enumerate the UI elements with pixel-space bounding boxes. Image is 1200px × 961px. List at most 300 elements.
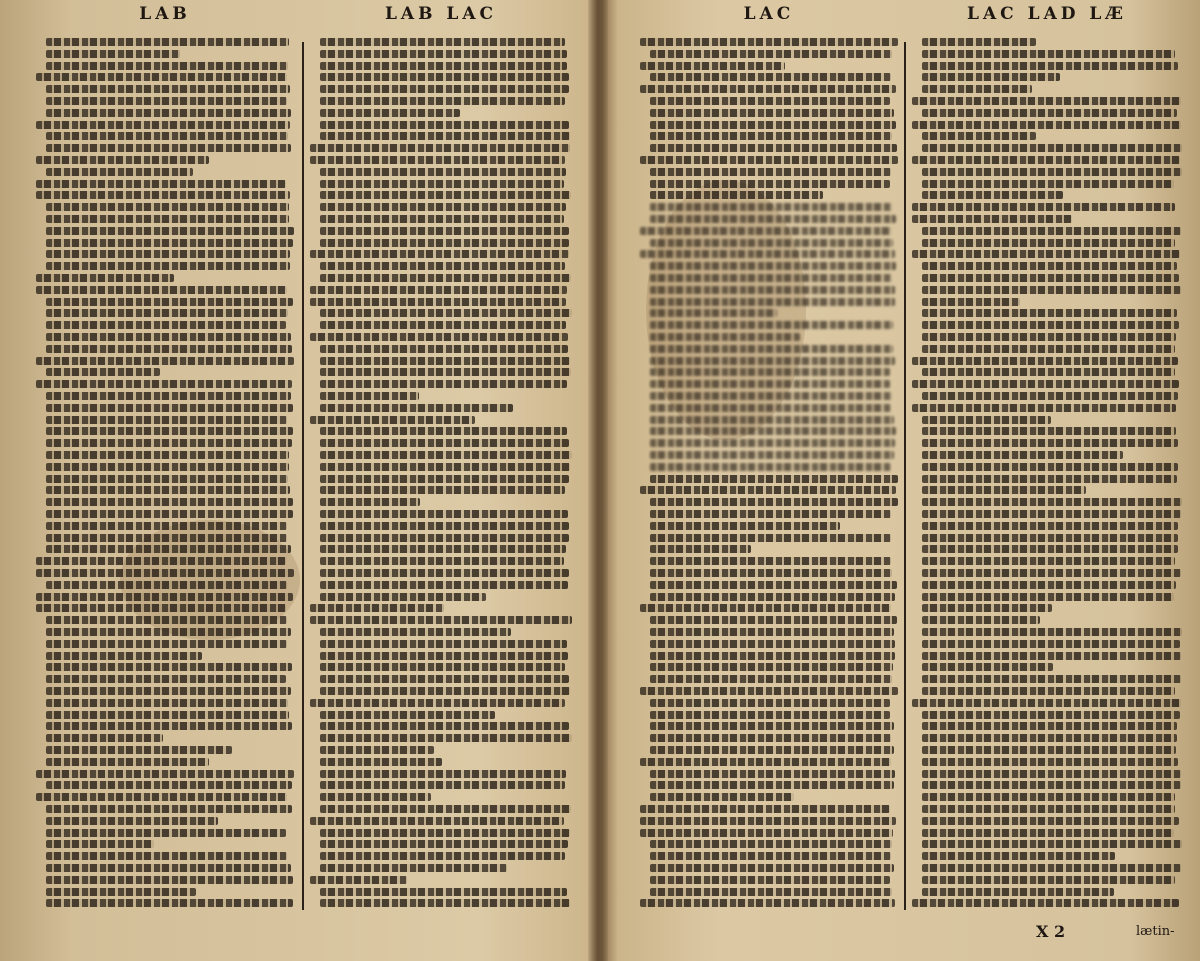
text-line (46, 510, 293, 518)
text-line (650, 321, 893, 329)
text-line (320, 321, 566, 329)
text-line (922, 109, 1177, 117)
text-line (320, 392, 419, 400)
text-line (912, 121, 1181, 129)
text-line (640, 899, 895, 907)
text-line (46, 404, 293, 412)
text-line (922, 557, 1175, 565)
text-line (46, 262, 290, 270)
text-line (912, 203, 1175, 211)
text-line (320, 357, 570, 365)
text-line (46, 899, 293, 907)
text-line (650, 404, 891, 412)
text-line (922, 829, 1174, 837)
text-line (922, 486, 1086, 494)
text-line (912, 404, 1176, 412)
text-line (320, 203, 566, 211)
text-line (922, 864, 1181, 872)
text-line (320, 852, 565, 860)
text-line (320, 545, 566, 553)
text-line (320, 722, 569, 730)
text-line (46, 333, 291, 341)
left-column-2 (310, 4, 572, 913)
text-line (922, 569, 1181, 577)
text-line (922, 581, 1176, 589)
catchword: lætin- (1136, 924, 1175, 939)
text-line (320, 180, 564, 188)
right-page (606, 0, 1200, 961)
text-line (320, 262, 565, 270)
text-line (922, 180, 1174, 188)
text-line (922, 770, 1181, 778)
text-line (922, 416, 1051, 424)
text-line (46, 239, 293, 247)
text-line (922, 498, 1182, 506)
text-line (922, 687, 1175, 695)
text-line (650, 463, 891, 471)
text-line (310, 298, 566, 306)
text-line (922, 522, 1178, 530)
text-line (650, 793, 794, 801)
text-line (922, 663, 1053, 671)
text-line (912, 899, 1179, 907)
text-line (922, 805, 1175, 813)
text-line (320, 73, 569, 81)
text-line (46, 876, 293, 884)
text-line (650, 298, 895, 306)
text-line (36, 180, 286, 188)
text-line (650, 274, 892, 282)
text-line (36, 156, 209, 164)
text-line (640, 156, 898, 164)
text-line (922, 852, 1115, 860)
text-line (320, 498, 420, 506)
text-line (650, 368, 890, 376)
text-line (650, 439, 895, 447)
text-line (650, 581, 897, 589)
text-line (650, 569, 892, 577)
text-line (320, 770, 566, 778)
running-head: LAC LAD LÆ (967, 4, 1127, 24)
text-line (320, 628, 511, 636)
text-line (320, 888, 567, 896)
text-line (320, 711, 495, 719)
column-text-block (640, 38, 898, 913)
text-line (650, 309, 777, 317)
text-line (650, 722, 894, 730)
text-line (46, 522, 287, 530)
running-head: LAB LAC (384, 4, 498, 24)
text-line (650, 215, 896, 223)
text-line (912, 156, 1180, 164)
text-line (650, 416, 894, 424)
text-line (922, 50, 1175, 58)
text-line (46, 486, 290, 494)
text-line (640, 687, 898, 695)
text-line (922, 888, 1114, 896)
left-column-1 (36, 4, 294, 913)
text-line (640, 486, 896, 494)
text-line (310, 604, 444, 612)
text-line (650, 888, 892, 896)
text-line (320, 380, 567, 388)
text-line (640, 38, 898, 46)
text-line (922, 239, 1175, 247)
text-line (650, 333, 800, 341)
text-line (922, 168, 1182, 176)
text-line (36, 569, 294, 577)
text-line (46, 451, 289, 459)
text-line (46, 864, 291, 872)
text-line (922, 876, 1175, 884)
text-line (650, 616, 897, 624)
text-line (922, 817, 1179, 825)
text-line (36, 73, 287, 81)
text-line (320, 132, 570, 140)
signature-mark: X 2 (1036, 922, 1066, 941)
text-line (650, 380, 890, 388)
text-line (922, 144, 1182, 152)
text-line (922, 368, 1175, 376)
text-line (922, 451, 1123, 459)
text-line (46, 427, 293, 435)
text-line (922, 545, 1178, 553)
text-line (922, 793, 1175, 801)
left-page (0, 0, 590, 961)
text-line (310, 286, 567, 294)
text-line (320, 687, 570, 695)
text-line (922, 439, 1178, 447)
text-line (650, 711, 890, 719)
text-line (46, 368, 160, 376)
text-line (640, 829, 893, 837)
text-line (650, 498, 898, 506)
text-line (46, 888, 196, 896)
text-line (650, 180, 890, 188)
text-line (922, 274, 1179, 282)
text-line (320, 451, 572, 459)
text-line (650, 510, 891, 518)
text-line (650, 144, 897, 152)
text-line (922, 593, 1174, 601)
text-line (650, 345, 893, 353)
text-line (912, 357, 1178, 365)
text-line (320, 829, 570, 837)
text-line (922, 392, 1178, 400)
text-line (922, 758, 1178, 766)
text-line (46, 392, 291, 400)
text-line (46, 675, 286, 683)
text-line (46, 38, 289, 46)
text-line (46, 781, 292, 789)
text-line (640, 805, 890, 813)
text-line (320, 368, 571, 376)
text-line (46, 734, 163, 742)
text-line (320, 864, 507, 872)
text-line (922, 427, 1176, 435)
text-line (650, 121, 896, 129)
text-line (650, 746, 894, 754)
text-line (320, 463, 570, 471)
text-line (320, 569, 569, 577)
text-line (310, 333, 568, 341)
text-line (320, 746, 434, 754)
column-text-block (912, 38, 1182, 913)
text-line (922, 345, 1175, 353)
text-line (46, 817, 218, 825)
text-line (640, 604, 891, 612)
text-line (320, 840, 568, 848)
text-line (46, 652, 202, 660)
text-line (320, 85, 569, 93)
text-line (310, 416, 475, 424)
text-line (320, 675, 569, 683)
text-line (650, 239, 893, 247)
text-line (320, 227, 569, 235)
text-line (922, 628, 1182, 636)
text-line (320, 274, 571, 282)
text-line (922, 62, 1178, 70)
text-line (46, 711, 289, 719)
text-line (36, 274, 174, 282)
text-line (46, 581, 287, 589)
text-line (650, 840, 892, 848)
text-line (922, 321, 1179, 329)
text-line (922, 333, 1176, 341)
text-line (46, 534, 287, 542)
text-line (650, 97, 890, 105)
text-line (650, 73, 891, 81)
text-line (650, 876, 890, 884)
text-line (922, 85, 1032, 93)
text-line (46, 722, 292, 730)
text-line (320, 345, 568, 353)
text-line (922, 463, 1178, 471)
text-line (46, 416, 287, 424)
text-line (650, 770, 895, 778)
text-line (320, 581, 568, 589)
text-line (922, 722, 1177, 730)
text-line (650, 864, 894, 872)
text-line (320, 899, 570, 907)
text-line (320, 781, 565, 789)
text-line (46, 687, 291, 695)
text-line (650, 132, 892, 140)
text-line (46, 109, 291, 117)
text-line (650, 734, 891, 742)
text-line (46, 840, 154, 848)
text-line (650, 203, 892, 211)
text-line (320, 239, 569, 247)
text-line (36, 793, 287, 801)
text-line (922, 616, 1040, 624)
text-line (320, 534, 569, 542)
text-line (650, 557, 891, 565)
text-line (36, 380, 292, 388)
text-line (310, 616, 572, 624)
text-line (36, 191, 290, 199)
text-line (650, 427, 896, 435)
text-line (640, 62, 785, 70)
right-column-2 (912, 4, 1182, 913)
text-line (650, 392, 892, 400)
text-line (320, 62, 567, 70)
text-line (650, 522, 840, 530)
text-line (922, 309, 1177, 317)
text-line (46, 852, 287, 860)
text-line (922, 191, 1063, 199)
text-line (650, 699, 890, 707)
text-line (640, 250, 895, 258)
text-line (320, 805, 571, 813)
text-line (320, 557, 564, 565)
text-line (320, 215, 564, 223)
text-line (320, 758, 442, 766)
text-line (912, 250, 1180, 258)
text-line (320, 475, 569, 483)
text-line (320, 109, 460, 117)
text-line (922, 38, 1036, 46)
text-line (36, 357, 294, 365)
text-line (46, 309, 288, 317)
text-line (46, 298, 293, 306)
text-line (320, 50, 567, 58)
text-line (320, 309, 572, 317)
column-rule (302, 42, 304, 910)
column-rule (904, 42, 906, 910)
text-line (320, 168, 566, 176)
text-line (650, 545, 751, 553)
text-line (46, 227, 294, 235)
text-line (650, 109, 894, 117)
text-line (650, 451, 894, 459)
text-line (46, 640, 287, 648)
column-text-block (36, 38, 294, 913)
text-line (46, 97, 287, 105)
text-line (320, 38, 565, 46)
text-line (922, 675, 1181, 683)
text-line (650, 663, 893, 671)
text-line (922, 298, 1020, 306)
text-line (320, 486, 565, 494)
text-line (650, 475, 898, 483)
running-head: LAC (743, 4, 795, 24)
text-line (922, 781, 1181, 789)
text-line (46, 85, 290, 93)
text-line (922, 132, 1036, 140)
text-line (922, 510, 1181, 518)
text-line (320, 640, 567, 648)
text-line (922, 640, 1180, 648)
text-line (922, 534, 1178, 542)
text-line (46, 628, 291, 636)
text-line (650, 675, 892, 683)
text-line (46, 439, 292, 447)
text-line (650, 534, 891, 542)
text-line (310, 250, 569, 258)
text-line (46, 805, 292, 813)
text-line (36, 770, 294, 778)
text-line (640, 758, 891, 766)
text-line (922, 652, 1181, 660)
text-line (46, 663, 292, 671)
text-line (320, 427, 567, 435)
text-line (640, 817, 896, 825)
text-line (46, 829, 286, 837)
text-line (922, 840, 1182, 848)
text-line (320, 593, 486, 601)
text-line (320, 439, 569, 447)
text-line (320, 191, 571, 199)
text-line (650, 191, 823, 199)
text-line (922, 262, 1177, 270)
text-line (922, 734, 1177, 742)
text-line (650, 628, 894, 636)
text-line (310, 144, 570, 152)
text-line (922, 227, 1181, 235)
text-line (922, 475, 1177, 483)
text-line (310, 876, 407, 884)
text-line (320, 522, 569, 530)
text-line (640, 85, 896, 93)
text-line (650, 652, 895, 660)
text-line (46, 616, 287, 624)
text-line (650, 262, 896, 270)
text-line (650, 781, 894, 789)
text-line (46, 345, 292, 353)
text-line (46, 758, 209, 766)
text-line (310, 156, 565, 164)
text-line (650, 286, 895, 294)
text-line (46, 62, 288, 70)
text-line (650, 852, 891, 860)
text-line (320, 734, 572, 742)
text-line (650, 357, 895, 365)
text-line (922, 286, 1181, 294)
right-column-1 (640, 4, 898, 913)
text-line (650, 593, 895, 601)
text-line (320, 404, 513, 412)
text-line (36, 593, 293, 601)
text-line (46, 144, 291, 152)
text-line (46, 475, 288, 483)
text-line (650, 50, 892, 58)
text-line (320, 510, 568, 518)
text-line (46, 250, 290, 258)
text-line (320, 652, 568, 660)
text-line (912, 380, 1179, 388)
text-line (46, 498, 293, 506)
text-line (922, 604, 1052, 612)
text-line (310, 699, 565, 707)
text-line (912, 215, 1072, 223)
text-line (46, 321, 286, 329)
text-line (36, 557, 286, 565)
text-line (310, 817, 564, 825)
text-line (46, 545, 291, 553)
text-line (922, 73, 1060, 81)
text-line (46, 699, 288, 707)
column-text-block (310, 38, 572, 913)
text-line (36, 286, 287, 294)
text-line (46, 215, 289, 223)
book-gutter (588, 0, 608, 961)
text-line (922, 746, 1176, 754)
running-head: LAB (139, 4, 191, 24)
text-line (46, 132, 288, 140)
text-line (46, 50, 180, 58)
text-line (640, 227, 892, 235)
